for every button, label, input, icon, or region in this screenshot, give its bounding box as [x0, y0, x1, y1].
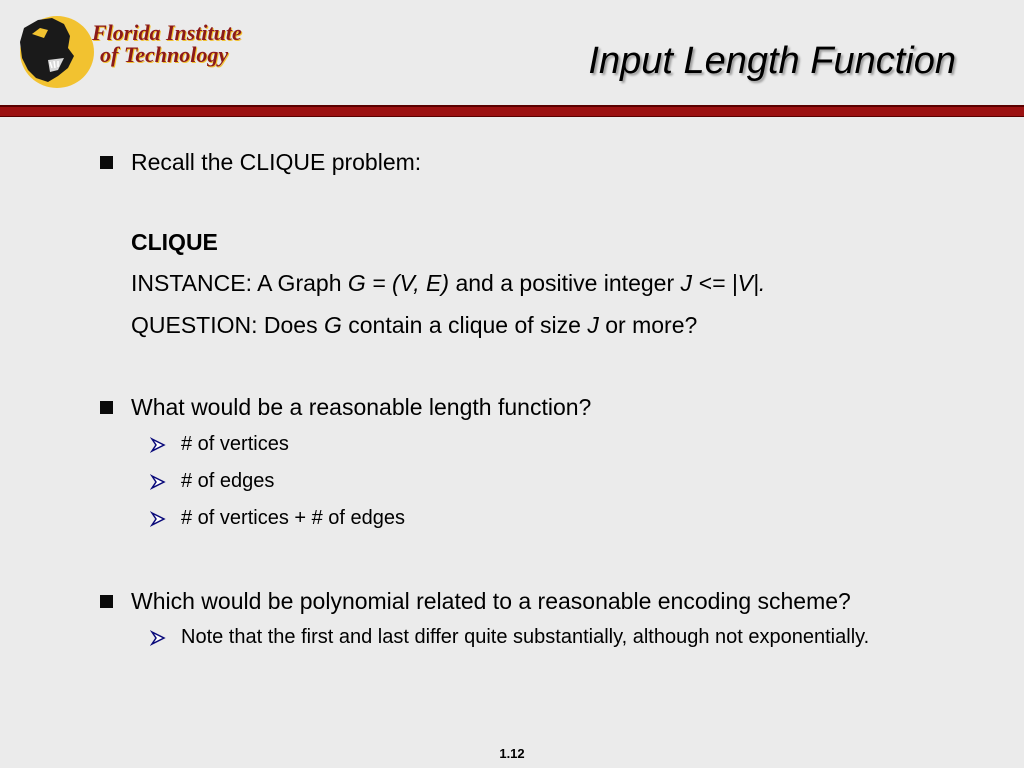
subitem-vertices-plus-edges: # of vertices + # of edges [181, 507, 406, 529]
arrow-bullet-icon [150, 630, 166, 646]
question-text-1: QUESTION: Does [131, 312, 324, 338]
instance-text-2: and a positive integer [449, 270, 681, 296]
title-divider [0, 105, 1024, 117]
subitem-edges: # of edges [181, 470, 275, 492]
bullet-square-icon [100, 401, 113, 414]
problem-name: CLIQUE [131, 229, 218, 255]
question-g: G [323, 312, 342, 338]
bullet-square-icon [100, 595, 113, 608]
logo-line-1: Florida Institute [92, 20, 242, 45]
page-number: 1.12 [499, 746, 525, 761]
question-j: J [587, 312, 599, 338]
problem-question [131, 312, 697, 339]
instance-graph: G = (V, E) [347, 270, 450, 296]
instance-text-1: INSTANCE: A Graph [131, 270, 348, 296]
bullet-length-function: What would be a reasonable length function? [131, 394, 592, 420]
arrow-bullet-icon [150, 437, 166, 453]
problem-instance [131, 270, 765, 297]
bullet-polynomial-related: Which would be polynomial related to a reasonable encoding scheme? [131, 588, 851, 614]
slide-title: Input Length Function [588, 40, 956, 82]
arrow-bullet-icon [150, 511, 166, 527]
subitem-note: Note that the first and last differ quite substantially, although not exponentially. [181, 626, 870, 648]
subitem-vertices: # of vertices [181, 433, 289, 455]
question-text-3: or more? [598, 312, 698, 338]
arrow-bullet-icon [150, 474, 166, 490]
bullet-square-icon [100, 156, 113, 169]
question-text-2: contain a clique of size [341, 312, 588, 338]
logo-line-2: of Technology [100, 42, 229, 67]
bullet-recall-clique: Recall the CLIQUE problem: [131, 149, 422, 175]
panther-icon [18, 14, 98, 90]
instance-constraint: J <= |V|. [680, 270, 766, 296]
fit-logo [18, 14, 258, 90]
logo-text [92, 22, 242, 66]
